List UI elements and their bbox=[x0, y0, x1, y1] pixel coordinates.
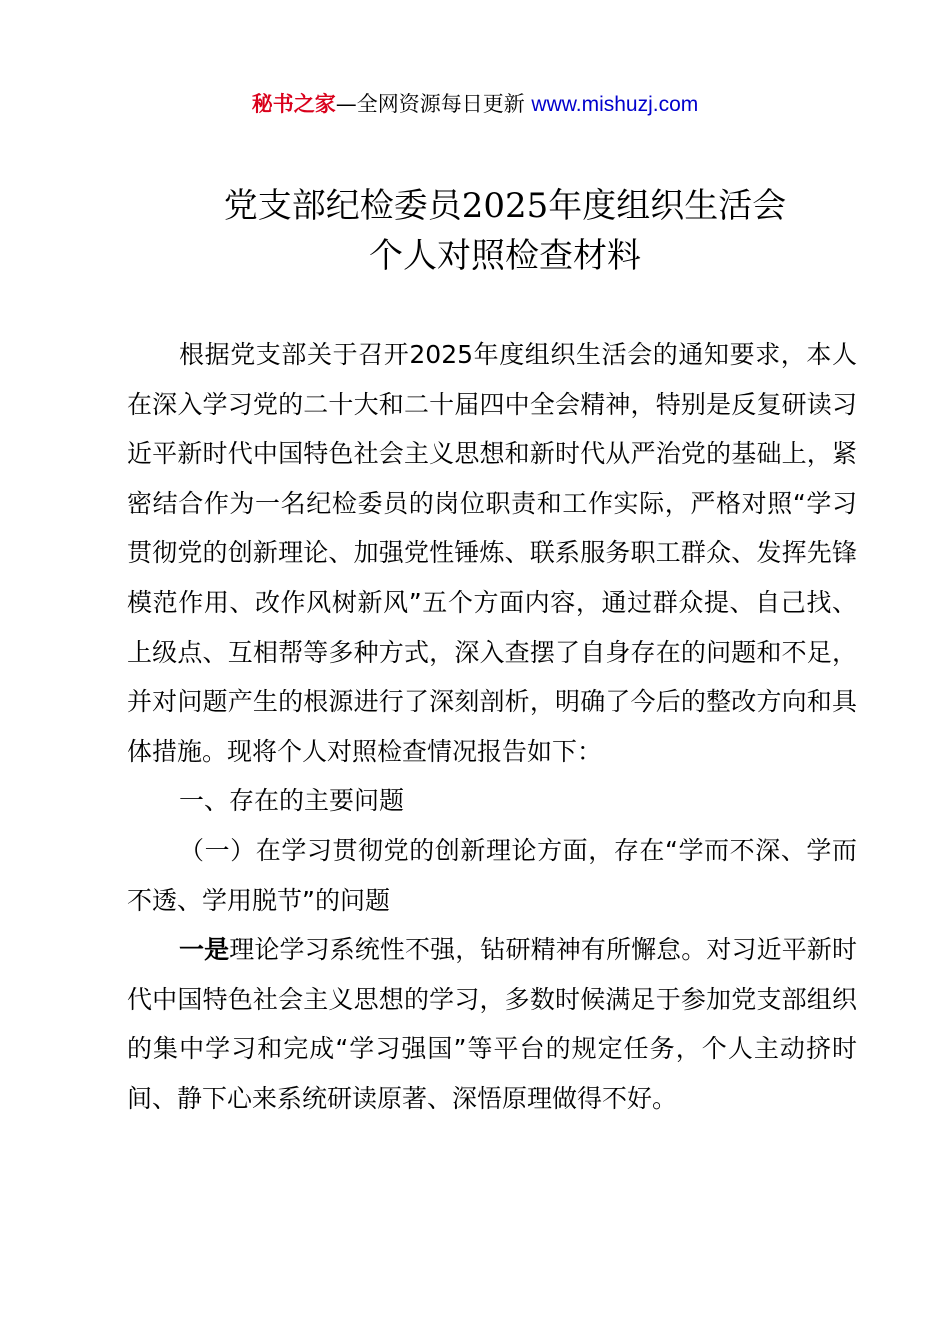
intro-paragraph: 根据党支部关于召开2025年度组织生活会的通知要求，本人在深入学习党的二十大和二十届四中全会精神，特别是反复研读习近平新时代中国特色社会主义思想和新时代从严治党的基础上，紧密结合作为一名纪检委员的岗位职责和工作实际，严格对照“学习贯彻党的创新理论、加强党性锤炼、联系服务职工群众、发挥先锋模范作用、改作风树新风”五个方面内容，通过群众提、自己找、上级点、互相帮等多种方式，深入查摆了自身存在的问题和不足，并对问题产生的根源进行了深刻剖析，明确了今后的整改方向和具体措施。现将个人对照检查情况报告如下： bbox=[127, 340, 857, 766]
document-title-line-1: 党支部纪检委员2025年度组织生活会 bbox=[223, 186, 787, 226]
point-text: 理论学习系统性不强，钻研精神有所懈怠。对习近平新时代中国特色社会主义思想的学习，多数时候满足于参加党支部组织的集中学习和完成“学习强国”等平台的规定任务，个人主动挤时间、静下心来系统研读原著、深悟原理做得不好。 bbox=[127, 935, 857, 1113]
site-header bbox=[0, 88, 950, 121]
section-heading: 一、存在的主要问题 bbox=[179, 786, 405, 816]
subsection-heading: （一）在学习贯彻党的创新理论方面，存在“学而不深、学而不透、学用脱节”的问题 bbox=[127, 835, 857, 915]
point-lead: 一是 bbox=[179, 935, 230, 965]
header-url-link[interactable]: www.mishuzj.com bbox=[531, 93, 699, 116]
document-body bbox=[127, 330, 857, 1124]
header-tagline: —全网资源每日更新 bbox=[335, 92, 532, 116]
header-brand: 秘书之家 bbox=[251, 92, 336, 116]
document-title-line-2: 个人对照检查材料 bbox=[369, 236, 641, 276]
point-paragraph bbox=[127, 925, 857, 1123]
